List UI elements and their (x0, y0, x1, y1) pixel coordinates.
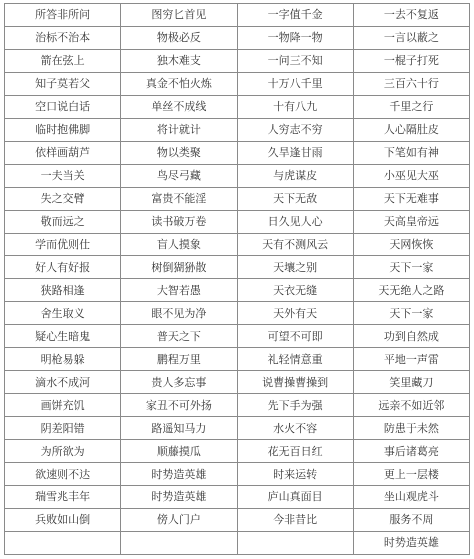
table-cell: 事后诸葛亮 (353, 440, 469, 463)
table-cell: 三百六十行 (353, 72, 469, 95)
table-row (5, 210, 470, 233)
table-cell: 狭路相逢 (5, 279, 121, 302)
table-cell: 图穷匕首见 (121, 4, 237, 27)
table-cell: 小巫见大巫 (353, 164, 469, 187)
table-cell: 日久见人心 (237, 210, 353, 233)
table-cell: 下笔如有神 (353, 141, 469, 164)
table-cell: 天无绝人之路 (353, 279, 469, 302)
table-cell: 天高皇帝远 (353, 210, 469, 233)
table-cell (5, 531, 121, 554)
table-cell: 独木难支 (121, 49, 237, 72)
table-row (5, 95, 470, 118)
table-cell: 治标不治本 (5, 26, 121, 49)
table-cell: 庐山真面目 (237, 486, 353, 509)
table-row (5, 118, 470, 141)
table-cell: 物极必反 (121, 26, 237, 49)
table-cell: 欲速则不达 (5, 463, 121, 486)
table-cell: 十有八九 (237, 95, 353, 118)
table-cell: 学而优则仕 (5, 233, 121, 256)
table-cell: 盲人摸象 (121, 233, 237, 256)
table-cell: 箭在弦上 (5, 49, 121, 72)
table-row (5, 417, 470, 440)
table-cell: 时势造英雄 (353, 531, 469, 554)
table-cell: 天壤之别 (237, 256, 353, 279)
table-cell: 一言以蔽之 (353, 26, 469, 49)
table-row (5, 302, 470, 325)
table-cell: 所答非所问 (5, 4, 121, 27)
table-row (5, 531, 470, 554)
table-cell: 功到自然成 (353, 325, 469, 348)
table-cell: 水火不容 (237, 417, 353, 440)
table-cell: 一夫当关 (5, 164, 121, 187)
table-cell: 兵败如山倒 (5, 508, 121, 531)
table-cell: 单丝不成线 (121, 95, 237, 118)
table-cell (237, 531, 353, 554)
table-cell: 树倒猢狲散 (121, 256, 237, 279)
table-cell: 人心隔肚皮 (353, 118, 469, 141)
table-cell: 天下无敌 (237, 187, 353, 210)
table-row (5, 72, 470, 95)
table-cell: 富贵不能淫 (121, 187, 237, 210)
table-cell: 家丑不可外扬 (121, 394, 237, 417)
table-row (5, 256, 470, 279)
table-row (5, 26, 470, 49)
table-cell: 傍人门户 (121, 508, 237, 531)
table-cell: 一问三不知 (237, 49, 353, 72)
table-cell: 天下一家 (353, 256, 469, 279)
table-cell: 人穷志不穷 (237, 118, 353, 141)
table-cell: 笑里藏刀 (353, 371, 469, 394)
table-cell: 眼不见为净 (121, 302, 237, 325)
table-cell: 远亲不如近邻 (353, 394, 469, 417)
table-cell: 天有不测风云 (237, 233, 353, 256)
table-row (5, 4, 470, 27)
table-cell: 阴差阳错 (5, 417, 121, 440)
table-cell: 鸟尽弓藏 (121, 164, 237, 187)
table-cell (121, 531, 237, 554)
table-cell: 更上一层楼 (353, 463, 469, 486)
idiom-table (4, 3, 470, 555)
table-cell: 坐山观虎斗 (353, 486, 469, 509)
table-cell: 久旱逢甘雨 (237, 141, 353, 164)
table-cell: 瑞雪兆丰年 (5, 486, 121, 509)
table-cell: 将计就计 (121, 118, 237, 141)
table-cell: 空口说白话 (5, 95, 121, 118)
table-cell: 时势造英雄 (121, 463, 237, 486)
table-cell: 画饼充饥 (5, 394, 121, 417)
table-cell: 舍生取义 (5, 302, 121, 325)
table-cell: 依样画葫芦 (5, 141, 121, 164)
table-cell: 读书破万卷 (121, 210, 237, 233)
table-row (5, 141, 470, 164)
table-row (5, 233, 470, 256)
table-cell: 十万八千里 (237, 72, 353, 95)
table-cell: 先下手为强 (237, 394, 353, 417)
table-row (5, 463, 470, 486)
table-cell: 鹏程万里 (121, 348, 237, 371)
table-cell: 贵人多忘事 (121, 371, 237, 394)
table-cell: 大智若愚 (121, 279, 237, 302)
table-cell: 真金不怕火炼 (121, 72, 237, 95)
table-row (5, 279, 470, 302)
table-cell: 礼轻情意重 (237, 348, 353, 371)
table-cell: 千里之行 (353, 95, 469, 118)
table-cell: 时势造英雄 (121, 486, 237, 509)
table-row (5, 371, 470, 394)
table-row (5, 164, 470, 187)
table-cell: 一字值千金 (237, 4, 353, 27)
table-cell: 天下无难事 (353, 187, 469, 210)
table-cell: 一去不复返 (353, 4, 469, 27)
table-cell: 说曹操曹操到 (237, 371, 353, 394)
table-row (5, 440, 470, 463)
table-cell: 路遥知马力 (121, 417, 237, 440)
table-row (5, 49, 470, 72)
table-cell: 天下一家 (353, 302, 469, 325)
table-cell: 服务不周 (353, 508, 469, 531)
table-cell: 疑心生暗鬼 (5, 325, 121, 348)
table-cell: 可望不可即 (237, 325, 353, 348)
table-row (5, 187, 470, 210)
table-cell: 为所欲为 (5, 440, 121, 463)
table-cell: 天衣无缝 (237, 279, 353, 302)
table-cell: 与虎谋皮 (237, 164, 353, 187)
table-row (5, 325, 470, 348)
idiom-table-body (5, 4, 470, 555)
table-row (5, 394, 470, 417)
table-cell: 普天之下 (121, 325, 237, 348)
table-cell: 防患于未然 (353, 417, 469, 440)
table-row (5, 508, 470, 531)
table-cell: 物以类聚 (121, 141, 237, 164)
table-cell: 时来运转 (237, 463, 353, 486)
table-cell: 一棍子打死 (353, 49, 469, 72)
table-cell: 花无百日红 (237, 440, 353, 463)
table-row (5, 486, 470, 509)
table-cell: 失之交臂 (5, 187, 121, 210)
table-cell: 知子莫若父 (5, 72, 121, 95)
table-cell: 平地一声雷 (353, 348, 469, 371)
table-cell: 滴水不成河 (5, 371, 121, 394)
table-cell: 敬而远之 (5, 210, 121, 233)
table-cell: 好人有好报 (5, 256, 121, 279)
table-cell: 天外有天 (237, 302, 353, 325)
table-row (5, 348, 470, 371)
table-cell: 明枪易躲 (5, 348, 121, 371)
table-cell: 一物降一物 (237, 26, 353, 49)
table-cell: 天网恢恢 (353, 233, 469, 256)
table-cell: 今非昔比 (237, 508, 353, 531)
table-cell: 临时抱佛脚 (5, 118, 121, 141)
table-cell: 顺藤摸瓜 (121, 440, 237, 463)
